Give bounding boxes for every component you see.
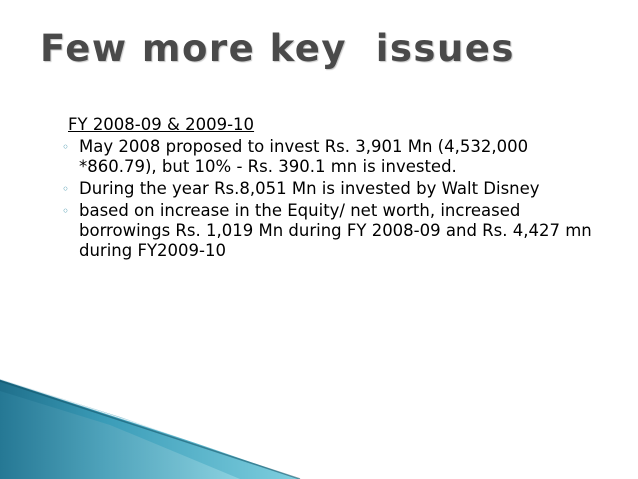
bullet-marker-icon: ◦ bbox=[62, 204, 70, 218]
bullet-text: based on increase in the Equity/ net worth, increased borrowings Rs. 1,019 Mn during FY 2008-09 and Rs. 4,427 mn during FY2009-10 bbox=[79, 201, 592, 260]
bullet-marker-icon: ◦ bbox=[62, 140, 70, 154]
bullet-item bbox=[62, 137, 602, 177]
band-shape-sheen bbox=[0, 391, 240, 479]
bullet-item bbox=[62, 201, 602, 261]
slide-body bbox=[62, 115, 602, 263]
bullet-marker-icon: ◦ bbox=[62, 182, 70, 196]
bullet-text: During the year Rs.8,051 Mn is invested by Walt Disney bbox=[79, 179, 540, 198]
bullet-item bbox=[62, 179, 602, 199]
section-subheading: FY 2008-09 & 2009-10 bbox=[68, 115, 255, 134]
bullet-list bbox=[62, 137, 602, 261]
slide-title: Few more key issues bbox=[40, 27, 515, 70]
decorative-band bbox=[0, 369, 638, 479]
bullet-text: May 2008 proposed to invest Rs. 3,901 Mn (4,532,000 *860.79), but 10% - Rs. 390.1 mn is invested. bbox=[79, 137, 529, 176]
